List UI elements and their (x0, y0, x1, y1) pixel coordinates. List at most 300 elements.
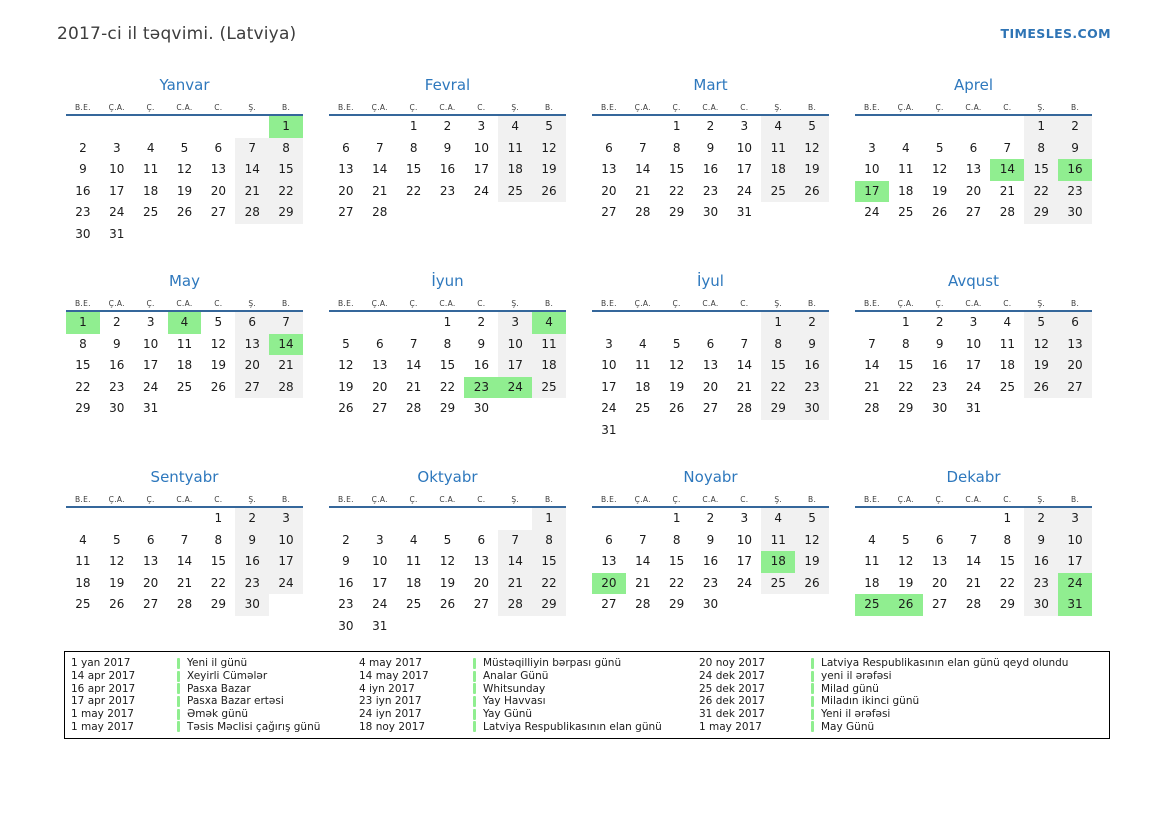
day-cell: 13 (142, 554, 159, 568)
day-cell: 24 (142, 379, 159, 394)
day-cell: 4 (1003, 315, 1012, 329)
weekday-label: C.A. (702, 299, 719, 308)
empty-cell (329, 116, 363, 138)
empty-cell (761, 224, 795, 246)
day-cell: 27 (210, 205, 226, 219)
day-cell: 9 (235, 530, 269, 552)
day-cell: 16 (795, 355, 829, 377)
legend-label: Miladın ikinci günü (821, 695, 920, 708)
day-cell: 24 (965, 379, 982, 394)
day-cell: 6 (477, 532, 486, 547)
holiday-marker-icon (473, 671, 476, 682)
day-cell: 5 (795, 508, 829, 530)
day-cell: 22 (439, 379, 456, 394)
day-cell: 1 (409, 119, 418, 133)
empty-cell (168, 420, 202, 442)
month-title: Aprel (953, 76, 994, 94)
day-cell: 27 (601, 205, 617, 219)
holiday-marker-icon (177, 683, 180, 694)
day-cell: 8 (1003, 532, 1012, 547)
weekday-label: Ç.A. (108, 103, 125, 112)
day-cell: 28 (635, 597, 651, 611)
empty-cell (329, 420, 363, 442)
holiday-marker-icon (473, 683, 476, 694)
day-cell: 28 (176, 597, 193, 611)
day-cell: 29 (668, 597, 685, 611)
legend-row (359, 708, 699, 721)
empty-cell (889, 616, 923, 638)
day-cell: 31 (965, 401, 982, 415)
day-cell: 10 (736, 140, 752, 155)
month-block (329, 464, 566, 637)
weekday-label: B. (545, 299, 554, 308)
day-cell: 20 (235, 355, 269, 377)
empty-cell (626, 312, 660, 334)
weekday-label: C. (214, 103, 223, 112)
day-cell: 21 (736, 379, 752, 394)
weekday-header-row (592, 297, 829, 312)
empty-cell (498, 224, 532, 246)
empty-cell (397, 616, 431, 638)
month-block (66, 72, 303, 245)
day-cell: 19 (1024, 355, 1058, 377)
holiday-marker-icon (177, 658, 180, 669)
empty-cell (464, 420, 498, 442)
empty-cell (592, 224, 626, 246)
day-cell: 26 (338, 401, 354, 415)
holiday-marker-icon (177, 696, 180, 707)
legend-date: 26 dek 2017 (699, 695, 765, 708)
day-cell: 22 (999, 575, 1015, 590)
holiday-marker-icon (811, 683, 814, 694)
day-cell: 2 (477, 315, 486, 329)
empty-cell (235, 224, 269, 246)
day-cell: 8 (79, 336, 87, 351)
day-cell: 17 (855, 181, 889, 203)
day-cell: 22 (668, 575, 685, 590)
weekday-label: Ç. (935, 299, 944, 308)
day-cell: 15 (898, 358, 914, 372)
empty-cell (201, 420, 235, 442)
day-cell: 9 (795, 334, 829, 356)
empty-cell (795, 594, 829, 616)
day-cell: 25 (635, 401, 651, 415)
empty-cell (431, 420, 465, 442)
day-cell: 28 (372, 205, 388, 219)
weekday-header-row (855, 493, 1092, 508)
weekday-label: C.A. (965, 495, 982, 504)
day-cell: 29 (439, 401, 456, 415)
day-cell: 29 (532, 594, 566, 616)
empty-cell (464, 224, 498, 246)
day-cell: 31 (1058, 594, 1092, 616)
day-cell: 11 (898, 162, 914, 176)
weekday-label: Ç. (935, 495, 944, 504)
empty-cell (235, 116, 269, 138)
legend-label: Yeni il ərəfəsi (821, 708, 891, 721)
day-cell: 14 (635, 554, 651, 568)
weekday-label: C.A. (702, 495, 719, 504)
day-cell: 22 (898, 379, 914, 394)
legend-date: 4 iyn 2017 (359, 682, 415, 695)
day-cell: 26 (931, 205, 948, 219)
month-title: May (168, 272, 200, 290)
day-cell: 24 (601, 401, 617, 415)
empty-cell (795, 420, 829, 442)
empty-cell (431, 616, 465, 638)
day-cell: 10 (601, 358, 617, 372)
weekday-header-row (855, 101, 1092, 116)
empty-cell (498, 398, 532, 420)
empty-cell (397, 420, 431, 442)
day-cell: 18 (761, 551, 795, 573)
legend-label: Milad günü (821, 682, 879, 695)
empty-cell (889, 508, 923, 530)
day-cell: 20 (1058, 355, 1092, 377)
day-cell: 16 (235, 551, 269, 573)
day-cell: 20 (210, 183, 226, 198)
day-cell: 24 (109, 205, 125, 219)
empty-cell (923, 116, 957, 138)
empty-cell (626, 224, 660, 246)
day-cell: 12 (176, 162, 193, 176)
day-cell: 7 (180, 532, 189, 547)
legend-label: yeni il ərəfəsi (821, 670, 892, 682)
day-cell: 5 (342, 336, 350, 351)
month-days (66, 116, 303, 245)
day-cell: 6 (969, 140, 978, 155)
weekday-label: Ç.A. (371, 103, 388, 112)
day-cell: 13 (372, 358, 388, 372)
day-cell: 27 (702, 401, 719, 415)
day-cell: 10 (965, 336, 982, 351)
day-cell: 5 (795, 116, 829, 138)
empty-cell (532, 224, 566, 246)
day-cell: 26 (668, 401, 685, 415)
day-cell: 3 (112, 140, 121, 155)
day-cell: 4 (638, 336, 647, 351)
empty-cell (532, 398, 566, 420)
day-cell: 1 (214, 511, 223, 525)
empty-cell (1024, 616, 1058, 638)
day-cell: 25 (75, 597, 91, 611)
month-block (66, 464, 303, 637)
day-cell: 14 (176, 554, 193, 568)
empty-cell (464, 508, 498, 530)
legend-date: 24 dek 2017 (699, 670, 765, 682)
day-cell: 23 (464, 377, 498, 399)
weekday-label: C. (740, 299, 749, 308)
day-cell: 10 (109, 162, 125, 176)
legend-date: 31 dek 2017 (699, 708, 765, 721)
day-cell: 16 (702, 162, 719, 176)
empty-cell (727, 420, 761, 442)
weekday-label: Ç. (409, 495, 418, 504)
day-cell: 21 (372, 183, 388, 198)
day-cell: 16 (109, 358, 125, 372)
empty-cell (363, 312, 397, 334)
empty-cell (923, 508, 957, 530)
day-cell: 19 (668, 379, 685, 394)
holiday-marker-icon (473, 658, 476, 669)
weekday-label: B. (282, 103, 291, 112)
day-cell: 18 (405, 575, 422, 590)
holiday-marker-icon (811, 721, 814, 732)
day-cell: 29 (761, 398, 795, 420)
weekday-label: Ş. (511, 299, 520, 308)
empty-cell (694, 224, 728, 246)
weekday-label: Ç.A. (634, 103, 651, 112)
weekday-label: C. (214, 299, 223, 308)
day-cell: 8 (443, 336, 452, 351)
day-cell: 15 (439, 358, 456, 372)
holiday-marker-icon (473, 696, 476, 707)
day-cell: 3 (740, 511, 749, 525)
weekday-label: Ç. (935, 103, 944, 112)
empty-cell (889, 420, 923, 442)
day-cell: 3 (868, 140, 876, 155)
day-cell: 23 (109, 379, 125, 394)
day-cell: 2 (79, 140, 87, 155)
empty-cell (397, 508, 431, 530)
legend-row (71, 657, 359, 670)
empty-cell (134, 224, 168, 246)
day-cell: 24 (736, 183, 752, 198)
legend-row (699, 670, 1103, 683)
day-cell: 20 (338, 183, 354, 198)
day-cell: 5 (214, 315, 223, 329)
day-cell: 16 (702, 554, 719, 568)
day-cell: 5 (1024, 312, 1058, 334)
day-cell: 13 (965, 162, 982, 176)
day-cell: 17 (498, 355, 532, 377)
day-cell: 3 (1058, 508, 1092, 530)
weekday-label: B.E. (600, 495, 617, 504)
day-cell: 5 (443, 532, 452, 547)
weekday-label: C.A. (176, 495, 193, 504)
day-cell: 14 (736, 358, 752, 372)
weekday-header-row (329, 101, 566, 116)
day-cell: 4 (868, 532, 876, 547)
day-cell: 19 (109, 575, 125, 590)
day-cell: 1 (672, 119, 681, 133)
empty-cell (431, 224, 465, 246)
empty-cell (329, 224, 363, 246)
empty-cell (498, 616, 532, 638)
day-cell: 26 (795, 573, 829, 595)
weekday-header-row (66, 101, 303, 116)
empty-cell (201, 224, 235, 246)
day-cell: 6 (605, 140, 613, 155)
site-link[interactable]: TIMESLES.COM (1000, 26, 1111, 41)
weekday-label: B. (282, 495, 291, 504)
month-title: İyul (697, 272, 724, 290)
empty-cell (592, 616, 626, 638)
day-cell: 26 (210, 379, 226, 394)
day-cell: 21 (635, 575, 651, 590)
day-cell: 5 (935, 140, 944, 155)
weekday-label: Ç.A. (634, 495, 651, 504)
empty-cell (168, 508, 202, 530)
weekday-label: B. (545, 103, 554, 112)
day-cell: 9 (1058, 138, 1092, 160)
empty-cell (1058, 616, 1092, 638)
day-cell: 18 (75, 575, 91, 590)
legend-row (359, 720, 699, 733)
empty-cell (626, 116, 660, 138)
empty-cell (990, 224, 1024, 246)
day-cell: 3 (969, 315, 978, 329)
day-cell: 5 (901, 532, 910, 547)
day-cell: 3 (498, 312, 532, 334)
day-cell: 29 (75, 401, 91, 415)
day-cell: 24 (473, 183, 489, 198)
day-cell: 21 (269, 355, 303, 377)
day-cell: 1 (901, 315, 910, 329)
day-cell: 6 (375, 336, 384, 351)
weekday-header-row (592, 101, 829, 116)
day-cell: 8 (672, 532, 681, 547)
day-cell: 4 (146, 140, 155, 155)
empty-cell (957, 116, 991, 138)
day-cell: 23 (702, 575, 719, 590)
day-cell: 12 (931, 162, 948, 176)
empty-cell (329, 508, 363, 530)
month-days (592, 312, 829, 441)
empty-cell (957, 508, 991, 530)
legend-row (359, 657, 699, 670)
legend-row (359, 695, 699, 708)
holiday-marker-icon (473, 709, 476, 720)
weekday-label: B.E. (337, 495, 354, 504)
weekday-label: B.E. (74, 299, 91, 308)
empty-cell (235, 616, 269, 638)
empty-cell (855, 616, 889, 638)
empty-cell (498, 508, 532, 530)
day-cell: 9 (935, 336, 944, 351)
day-cell: 24 (498, 377, 532, 399)
day-cell: 11 (75, 554, 91, 568)
day-cell: 8 (1024, 138, 1058, 160)
day-cell: 2 (342, 532, 350, 547)
day-cell: 24 (372, 597, 388, 611)
empty-cell (889, 224, 923, 246)
day-cell: 22 (1024, 181, 1058, 203)
day-cell: 29 (999, 597, 1015, 611)
empty-cell (464, 616, 498, 638)
legend-row (699, 708, 1103, 721)
day-cell: 22 (269, 181, 303, 203)
day-cell: 31 (601, 422, 617, 437)
legend-group (699, 656, 1103, 734)
day-cell: 25 (761, 573, 795, 595)
day-cell: 25 (498, 181, 532, 203)
day-cell: 7 (868, 336, 876, 351)
empty-cell (990, 616, 1024, 638)
day-cell: 3 (375, 532, 384, 547)
day-cell: 20 (601, 183, 617, 198)
day-cell: 14 (635, 162, 651, 176)
empty-cell (660, 312, 694, 334)
holiday-marker-icon (177, 709, 180, 720)
day-cell: 11 (405, 554, 422, 568)
empty-cell (201, 116, 235, 138)
weekday-label: B. (1071, 495, 1080, 504)
day-cell: 18 (864, 575, 880, 590)
weekday-label: Ç.A. (897, 299, 914, 308)
day-cell: 4 (79, 532, 87, 547)
weekday-label: C.A. (439, 103, 456, 112)
empty-cell (1024, 224, 1058, 246)
day-cell: 21 (999, 183, 1015, 198)
day-cell: 17 (473, 162, 489, 176)
day-cell: 30 (702, 205, 719, 219)
day-cell: 13 (601, 162, 617, 176)
empty-cell (201, 616, 235, 638)
empty-cell (431, 508, 465, 530)
day-cell: 18 (999, 358, 1015, 372)
empty-cell (855, 116, 889, 138)
weekday-label: Ş. (774, 103, 783, 112)
day-cell: 11 (142, 162, 159, 176)
day-cell: 12 (795, 530, 829, 552)
weekday-label: Ş. (1037, 103, 1046, 112)
day-cell: 7 (409, 336, 418, 351)
day-cell: 19 (795, 551, 829, 573)
day-cell: 18 (898, 183, 914, 198)
legend-label: Təsis Məclisi çağırış günü (187, 720, 321, 733)
day-cell: 19 (795, 159, 829, 181)
day-cell: 6 (706, 336, 715, 351)
day-cell: 13 (601, 554, 617, 568)
legend-date: 24 iyn 2017 (359, 708, 422, 721)
day-cell: 13 (702, 358, 719, 372)
weekday-header-row (329, 297, 566, 312)
day-cell: 26 (532, 181, 566, 203)
empty-cell (134, 508, 168, 530)
weekday-label: B.E. (74, 103, 91, 112)
weekday-label: B. (1071, 299, 1080, 308)
legend-label: Latviya Respublikasının elan günü (483, 720, 662, 733)
day-cell: 17 (965, 358, 982, 372)
empty-cell (592, 116, 626, 138)
empty-cell (727, 224, 761, 246)
day-cell: 12 (109, 554, 125, 568)
month-title: Fevral (424, 76, 471, 94)
weekday-label: B.E. (337, 299, 354, 308)
weekday-label: B. (282, 299, 291, 308)
empty-cell (329, 312, 363, 334)
day-cell: 22 (668, 183, 685, 198)
empty-cell (855, 420, 889, 442)
day-cell: 25 (405, 597, 422, 611)
legend-date: 14 apr 2017 (71, 670, 136, 682)
empty-cell (100, 508, 134, 530)
day-cell: 2 (795, 312, 829, 334)
day-cell: 27 (372, 401, 388, 415)
month-days (329, 508, 566, 637)
day-cell: 21 (965, 575, 982, 590)
day-cell: 25 (898, 205, 914, 219)
day-cell: 20 (965, 183, 982, 198)
day-cell: 31 (372, 618, 388, 633)
day-cell: 7 (740, 336, 749, 351)
holiday-marker-icon (473, 721, 476, 732)
empty-cell (694, 420, 728, 442)
weekday-label: Ç.A. (371, 495, 388, 504)
day-cell: 3 (269, 508, 303, 530)
month-block (855, 464, 1092, 637)
